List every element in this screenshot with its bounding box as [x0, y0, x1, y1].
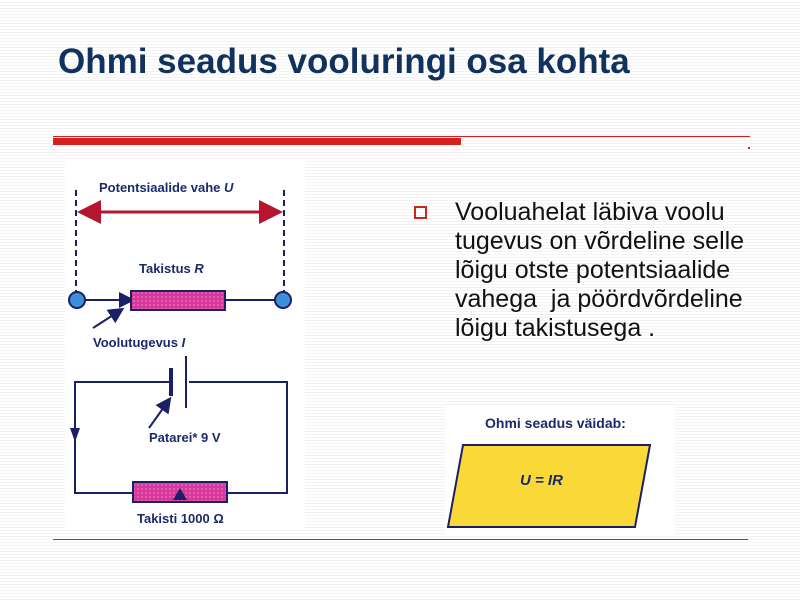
bullet-text: Vooluahelat läbiva voolu tugevus on võrdeline selle lõigu otste potentsiaalide vahega ja pöördvõrdeline lõigu takistusega .	[455, 198, 752, 342]
formula-equation: U = IR	[520, 472, 563, 489]
potential-difference-label: Potentsiaalide vahe U	[99, 180, 234, 195]
title-underline-dot	[748, 147, 750, 149]
formula-figure	[445, 405, 675, 535]
battery-label: Patarei* 9 V	[149, 430, 221, 445]
resistor-label: Takistus R	[139, 261, 204, 276]
title-underline-thick	[53, 138, 461, 145]
title-underline-thin	[53, 136, 750, 137]
footer-divider	[53, 539, 748, 540]
right-terminal	[275, 292, 291, 308]
left-terminal	[69, 292, 85, 308]
load-resistor-label: Takisti 1000 Ω	[137, 511, 224, 526]
slide-title: Ohmi seadus vooluringi osa kohta	[58, 42, 630, 81]
bullet-marker	[414, 206, 427, 219]
resistor	[131, 291, 225, 310]
circuit-diagram	[65, 160, 305, 530]
current-label: Voolutugevus I	[93, 335, 186, 350]
formula-caption: Ohmi seadus väidab:	[485, 415, 626, 431]
